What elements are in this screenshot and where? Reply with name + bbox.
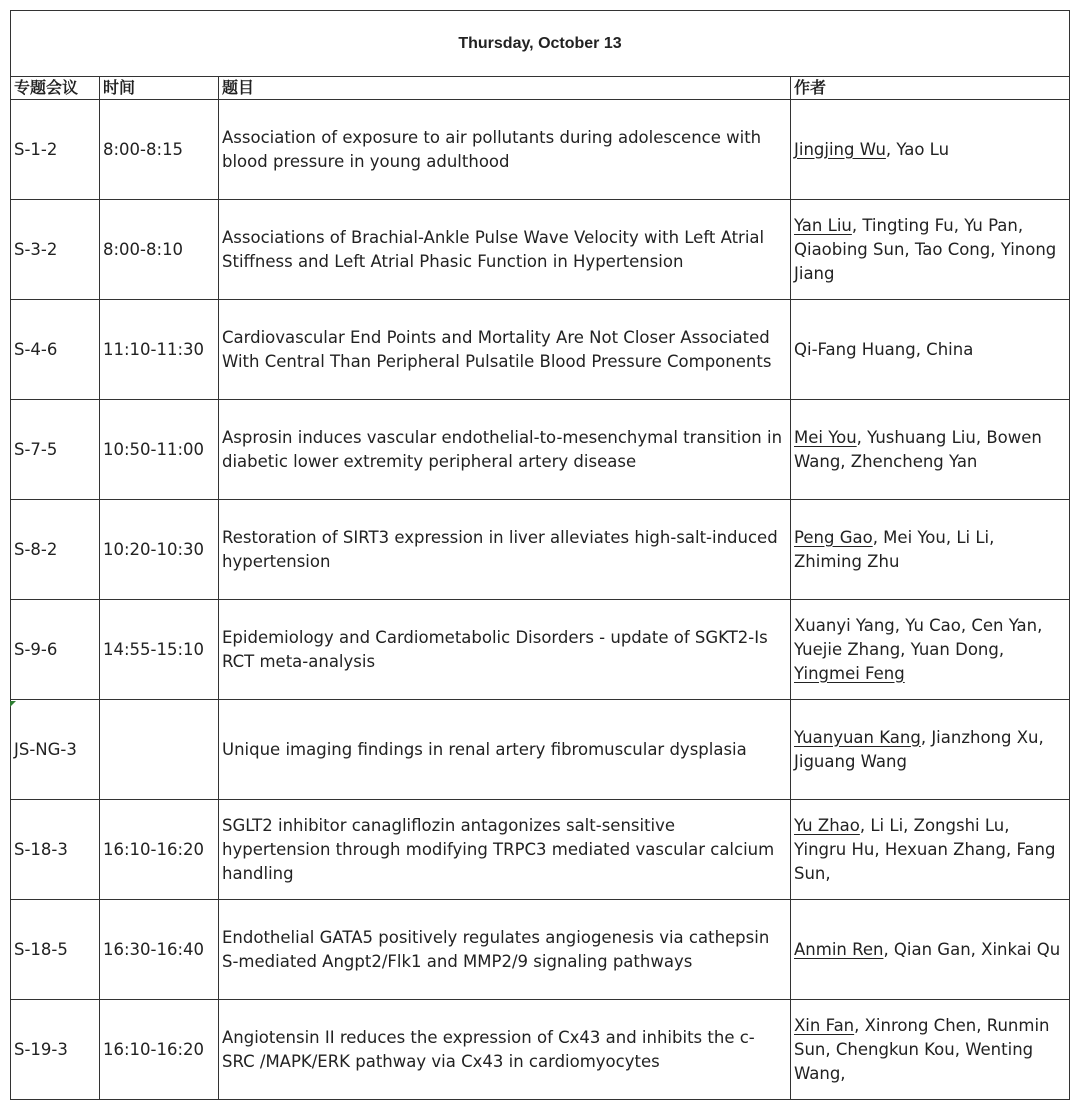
session-cell: JS-NG-3: [11, 700, 100, 800]
session-cell: S-18-3: [11, 800, 100, 900]
primary-author: Yu Zhao: [794, 815, 860, 835]
session-cell: S-18-5: [11, 900, 100, 1000]
header-time: 时间: [100, 77, 219, 100]
authors-cell: [791, 900, 1070, 1000]
co-authors: , Jianzhong Xu, Jiguang Wang: [794, 727, 1044, 771]
session-cell: S-3-2: [11, 200, 100, 300]
co-authors: , Yao Lu: [885, 139, 950, 159]
time-cell: 10:50-11:00: [100, 400, 219, 500]
table-row: [11, 800, 1070, 900]
title-cell: Associations of Brachial-Ankle Pulse Wave Velocity with Left Atrial Stiffness and Left Atrial Phasic Function in Hypertension: [219, 200, 791, 300]
table-row: [11, 1000, 1070, 1100]
co-authors: , Tingting Fu, Yu Pan, Qiaobing Sun, Tao Cong, Yinong Jiang: [794, 215, 1057, 283]
table-row: [11, 600, 1070, 700]
table-row: [11, 900, 1070, 1000]
title-cell: Endothelial GATA5 positively regulates angiogenesis via cathepsin S-mediated Angpt2/Flk1 and MMP2/9 signaling pathways: [219, 900, 791, 1000]
co-authors: , Yushuang Liu, Bowen Wang, Zhencheng Yan: [794, 427, 1042, 471]
session-cell: S-7-5: [11, 400, 100, 500]
co-authors: , Xinrong Chen, Runmin Sun, Chengkun Kou, Wenting Wang,: [794, 1015, 1050, 1083]
session-cell: S-9-6: [11, 600, 100, 700]
primary-author: Yan Liu: [794, 215, 852, 235]
primary-author: Peng Gao: [794, 527, 873, 547]
time-cell: [100, 700, 219, 800]
table-row: [11, 400, 1070, 500]
authors-cell: [791, 100, 1070, 200]
title-cell: Restoration of SIRT3 expression in liver alleviates high-salt-induced hypertension: [219, 500, 791, 600]
schedule-table: [10, 10, 1070, 1100]
title-cell: Unique imaging findings in renal artery fibromuscular dysplasia: [219, 700, 791, 800]
table-row: [11, 200, 1070, 300]
co-authors: , Mei You, Li Li, Zhiming Zhu: [794, 527, 995, 571]
primary-author: Jingjing Wu: [794, 139, 886, 159]
co-authors: Xuanyi Yang, Yu Cao, Cen Yan, Yuejie Zhang, Yuan Dong,: [794, 615, 1043, 659]
header-authors: 作者: [791, 77, 1070, 100]
schedule-rows: [11, 100, 1070, 1100]
session-cell: S-1-2: [11, 100, 100, 200]
time-cell: 16:10-16:20: [100, 800, 219, 900]
time-cell: 11:10-11:30: [100, 300, 219, 400]
title-cell: Epidemiology and Cardiometabolic Disorders - update of SGKT2-Is RCT meta-analysis: [219, 600, 791, 700]
header-topic: 题目: [219, 77, 791, 100]
table-row: [11, 700, 1070, 800]
primary-author: Yingmei Feng: [794, 663, 905, 683]
primary-author: Mei You: [794, 427, 857, 447]
time-cell: 8:00-8:15: [100, 100, 219, 200]
time-cell: 16:30-16:40: [100, 900, 219, 1000]
authors-cell: [791, 400, 1070, 500]
authors-cell: [791, 800, 1070, 900]
authors-cell: [791, 500, 1070, 600]
time-cell: 10:20-10:30: [100, 500, 219, 600]
table-row: [11, 500, 1070, 600]
time-cell: 8:00-8:10: [100, 200, 219, 300]
co-authors: , Li Li, Zongshi Lu, Yingru Hu, Hexuan Zhang, Fang Sun,: [794, 815, 1056, 883]
authors-cell: [791, 700, 1070, 800]
primary-author: Anmin Ren: [794, 939, 884, 959]
session-cell: S-8-2: [11, 500, 100, 600]
title-cell: Association of exposure to air pollutants during adolescence with blood pressure in young adulthood: [219, 100, 791, 200]
title-cell: Asprosin induces vascular endothelial-to-mesenchymal transition in diabetic lower extremity peripheral artery disease: [219, 400, 791, 500]
table-row: [11, 100, 1070, 200]
time-cell: 16:10-16:20: [100, 1000, 219, 1100]
co-authors: , Qian Gan, Xinkai Qu: [883, 939, 1061, 959]
header-session: 专题会议: [11, 77, 100, 100]
title-cell: Angiotensin II reduces the expression of Cx43 and inhibits the c-SRC /MAPK/ERK pathway via Cx43 in cardiomyocytes: [219, 1000, 791, 1100]
co-authors: Qi-Fang Huang, China: [794, 339, 974, 359]
authors-cell: [791, 200, 1070, 300]
session-cell: S-4-6: [11, 300, 100, 400]
title-cell: SGLT2 inhibitor canagliflozin antagonizes salt-sensitive hypertension through modifying TRPC3 mediated vascular calcium handling: [219, 800, 791, 900]
title-cell: Cardiovascular End Points and Mortality Are Not Closer Associated With Central Than Peripheral Pulsatile Blood Pressure Components: [219, 300, 791, 400]
authors-cell: [791, 600, 1070, 700]
cell-comment-marker: [10, 701, 16, 707]
authors-cell: [791, 1000, 1070, 1100]
primary-author: Yuanyuan Kang: [794, 727, 921, 747]
time-cell: 14:55-15:10: [100, 600, 219, 700]
authors-cell: [791, 300, 1070, 400]
schedule-title: Thursday, October 13: [11, 11, 1070, 77]
session-cell: S-19-3: [11, 1000, 100, 1100]
primary-author: Xin Fan: [794, 1015, 855, 1035]
table-row: [11, 300, 1070, 400]
